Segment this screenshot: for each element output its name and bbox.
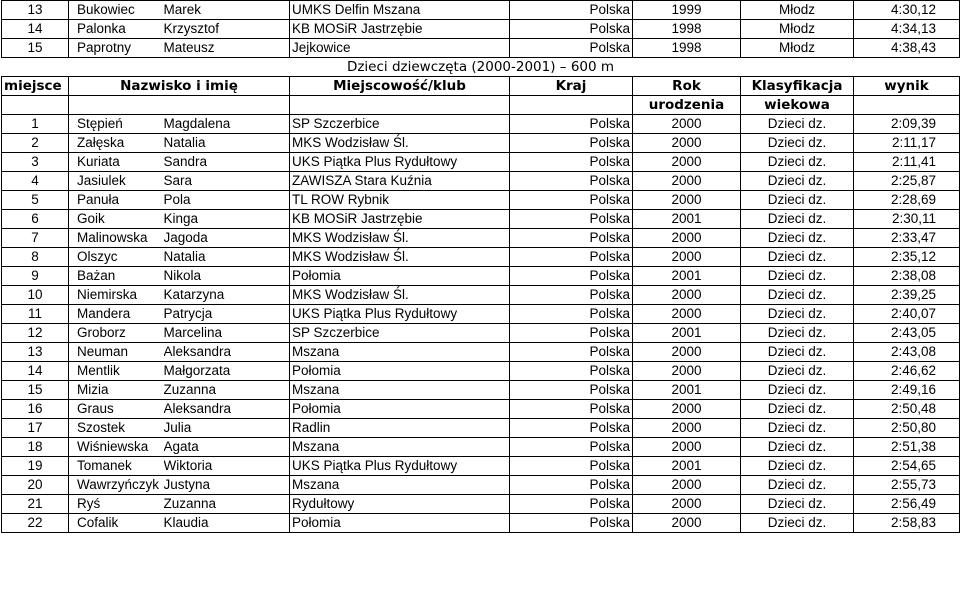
table-row — [2, 381, 960, 400]
place-cell: 14 — [2, 20, 69, 39]
country-cell: Polska — [510, 305, 633, 324]
country-cell: Polska — [510, 286, 633, 305]
category-cell: Dzieci dz. — [741, 457, 854, 476]
club-cell: Mszana — [290, 381, 510, 400]
table-row — [2, 39, 960, 58]
table-row — [2, 20, 960, 39]
first-name-cell: Zuzanna — [164, 381, 290, 400]
first-name-cell: Marek — [164, 1, 290, 20]
category-cell: Młodz — [741, 20, 854, 39]
result-time-cell: 2:51,38 — [854, 438, 960, 457]
last-name-cell: Niemirska — [69, 286, 164, 305]
place-cell: 9 — [2, 267, 69, 286]
result-time-cell: 2:43,08 — [854, 343, 960, 362]
table-row — [2, 324, 960, 343]
result-time-cell: 2:11,17 — [854, 134, 960, 153]
table-row — [2, 172, 960, 191]
category-cell: Dzieci dz. — [741, 172, 854, 191]
category-cell: Dzieci dz. — [741, 419, 854, 438]
results-sheet — [1, 0, 960, 533]
place-cell: 22 — [2, 514, 69, 533]
country-cell: Polska — [510, 210, 633, 229]
table-row — [2, 514, 960, 533]
place-cell: 19 — [2, 457, 69, 476]
header-place: miejsce — [2, 77, 69, 96]
category-cell: Dzieci dz. — [741, 134, 854, 153]
place-cell: 14 — [2, 362, 69, 381]
place-cell: 10 — [2, 286, 69, 305]
category-cell: Dzieci dz. — [741, 381, 854, 400]
club-cell: MKS Wodzisław Śl. — [290, 286, 510, 305]
category-cell: Dzieci dz. — [741, 248, 854, 267]
place-cell: 13 — [2, 343, 69, 362]
table-row — [2, 457, 960, 476]
country-cell: Polska — [510, 457, 633, 476]
table-row — [2, 419, 960, 438]
header-name: Nazwisko i imię — [69, 77, 290, 96]
header-year: Rok — [633, 77, 741, 96]
category-cell: Dzieci dz. — [741, 115, 854, 134]
first-name-cell: Sara — [164, 172, 290, 191]
category-cell: Dzieci dz. — [741, 438, 854, 457]
place-cell: 4 — [2, 172, 69, 191]
birth-year-cell: 2000 — [633, 305, 741, 324]
last-name-cell: Palonka — [69, 20, 164, 39]
first-name-cell: Magdalena — [164, 115, 290, 134]
club-cell: UMKS Delfin Mszana — [290, 1, 510, 20]
birth-year-cell: 2000 — [633, 362, 741, 381]
table-row — [2, 495, 960, 514]
place-cell: 3 — [2, 153, 69, 172]
table-row — [2, 286, 960, 305]
last-name-cell: Wawrzyńczyk — [69, 476, 164, 495]
country-cell: Polska — [510, 134, 633, 153]
first-name-cell: Justyna — [164, 476, 290, 495]
category-cell: Dzieci dz. — [741, 362, 854, 381]
category-cell: Dzieci dz. — [741, 267, 854, 286]
result-time-cell: 2:09,39 — [854, 115, 960, 134]
club-cell: Połomia — [290, 400, 510, 419]
last-name-cell: Panuła — [69, 191, 164, 210]
category-cell: Dzieci dz. — [741, 229, 854, 248]
last-name-cell: Kuriata — [69, 153, 164, 172]
place-cell: 2 — [2, 134, 69, 153]
country-cell: Polska — [510, 229, 633, 248]
table-row — [2, 210, 960, 229]
result-time-cell: 2:28,69 — [854, 191, 960, 210]
place-cell: 15 — [2, 39, 69, 58]
birth-year-cell: 2000 — [633, 115, 741, 134]
first-name-cell: Klaudia — [164, 514, 290, 533]
birth-year-cell: 2000 — [633, 248, 741, 267]
category-cell: Dzieci dz. — [741, 153, 854, 172]
club-cell: UKS Piątka Plus Rydułtowy — [290, 305, 510, 324]
birth-year-cell: 2001 — [633, 267, 741, 286]
table-row — [2, 115, 960, 134]
country-cell: Polska — [510, 381, 633, 400]
club-cell: MKS Wodzisław Śl. — [290, 134, 510, 153]
last-name-cell: Goik — [69, 210, 164, 229]
birth-year-cell: 2000 — [633, 476, 741, 495]
birth-year-cell: 2001 — [633, 457, 741, 476]
header-category: Klasyfikacja — [741, 77, 854, 96]
last-name-cell: Wiśniewska — [69, 438, 164, 457]
birth-year-cell: 2000 — [633, 438, 741, 457]
result-time-cell: 4:30,12 — [854, 1, 960, 20]
category-cell: Młodz — [741, 1, 854, 20]
category-cell: Dzieci dz. — [741, 514, 854, 533]
country-cell: Polska — [510, 495, 633, 514]
country-cell: Polska — [510, 39, 633, 58]
place-cell: 15 — [2, 381, 69, 400]
first-name-cell: Jagoda — [164, 229, 290, 248]
club-cell: KB MOSiR Jastrzębie — [290, 20, 510, 39]
club-cell: Mszana — [290, 343, 510, 362]
last-name-cell: Bukowiec — [69, 1, 164, 20]
country-cell: Polska — [510, 248, 633, 267]
birth-year-cell: 2000 — [633, 153, 741, 172]
last-name-cell: Malinowska — [69, 229, 164, 248]
club-cell: SP Szczerbice — [290, 115, 510, 134]
place-cell: 12 — [2, 324, 69, 343]
result-time-cell: 2:46,62 — [854, 362, 960, 381]
table-row — [2, 343, 960, 362]
place-cell: 16 — [2, 400, 69, 419]
result-time-cell: 2:49,16 — [854, 381, 960, 400]
birth-year-cell: 2000 — [633, 400, 741, 419]
last-name-cell: Paprotny — [69, 39, 164, 58]
first-name-cell: Małgorzata — [164, 362, 290, 381]
last-name-cell: Neuman — [69, 343, 164, 362]
first-name-cell: Nikola — [164, 267, 290, 286]
country-cell: Polska — [510, 343, 633, 362]
last-name-cell: Cofalik — [69, 514, 164, 533]
category-cell: Dzieci dz. — [741, 400, 854, 419]
country-cell: Polska — [510, 324, 633, 343]
result-time-cell: 2:39,25 — [854, 286, 960, 305]
result-time-cell: 2:50,48 — [854, 400, 960, 419]
place-cell: 6 — [2, 210, 69, 229]
last-name-cell: Bażan — [69, 267, 164, 286]
table-row — [2, 134, 960, 153]
last-name-cell: Jasiulek — [69, 172, 164, 191]
first-name-cell: Krzysztof — [164, 20, 290, 39]
result-time-cell: 2:25,87 — [854, 172, 960, 191]
birth-year-cell: 2000 — [633, 286, 741, 305]
club-cell: Rydułtowy — [290, 495, 510, 514]
place-cell: 18 — [2, 438, 69, 457]
country-cell: Polska — [510, 20, 633, 39]
result-time-cell: 2:43,05 — [854, 324, 960, 343]
table-row — [2, 305, 960, 324]
category-cell: Dzieci dz. — [741, 476, 854, 495]
country-cell: Polska — [510, 438, 633, 457]
place-cell: 5 — [2, 191, 69, 210]
category-cell: Młodz — [741, 39, 854, 58]
table-row — [2, 1, 960, 20]
last-name-cell: Mizia — [69, 381, 164, 400]
club-cell: UKS Piątka Plus Rydułtowy — [290, 153, 510, 172]
last-name-cell: Szostek — [69, 419, 164, 438]
place-cell: 17 — [2, 419, 69, 438]
first-name-cell: Sandra — [164, 153, 290, 172]
birth-year-cell: 2000 — [633, 343, 741, 362]
last-name-cell: Groborz — [69, 324, 164, 343]
birth-year-cell: 2000 — [633, 172, 741, 191]
club-cell: MKS Wodzisław Śl. — [290, 229, 510, 248]
last-name-cell: Graus — [69, 400, 164, 419]
place-cell: 7 — [2, 229, 69, 248]
first-name-cell: Wiktoria — [164, 457, 290, 476]
birth-year-cell: 2001 — [633, 324, 741, 343]
section-title: Dzieci dziewczęta (2000-2001) – 600 m — [346, 59, 615, 75]
table-row — [2, 362, 960, 381]
last-name-cell: Załęska — [69, 134, 164, 153]
header-result: wynik — [854, 77, 960, 96]
table-row — [2, 229, 960, 248]
result-time-cell: 2:56,49 — [854, 495, 960, 514]
first-name-cell: Patrycja — [164, 305, 290, 324]
last-name-cell: Ryś — [69, 495, 164, 514]
result-time-cell: 2:40,07 — [854, 305, 960, 324]
country-cell: Polska — [510, 514, 633, 533]
club-cell: ZAWISZA Stara Kuźnia — [290, 172, 510, 191]
club-cell: KB MOSiR Jastrzębie — [290, 210, 510, 229]
last-name-cell: Olszyc — [69, 248, 164, 267]
place-cell: 11 — [2, 305, 69, 324]
first-name-cell: Katarzyna — [164, 286, 290, 305]
club-cell: Połomia — [290, 267, 510, 286]
category-cell: Dzieci dz. — [741, 495, 854, 514]
birth-year-cell: 2000 — [633, 495, 741, 514]
birth-year-cell: 1998 — [633, 20, 741, 39]
birth-year-cell: 2000 — [633, 419, 741, 438]
table-row — [2, 438, 960, 457]
category-cell: Dzieci dz. — [741, 210, 854, 229]
place-cell: 21 — [2, 495, 69, 514]
table-row — [2, 153, 960, 172]
club-cell: SP Szczerbice — [290, 324, 510, 343]
result-time-cell: 2:33,47 — [854, 229, 960, 248]
country-cell: Polska — [510, 476, 633, 495]
last-name-cell: Mentlik — [69, 362, 164, 381]
birth-year-cell: 1999 — [633, 1, 741, 20]
country-cell: Polska — [510, 267, 633, 286]
table-row — [2, 191, 960, 210]
first-name-cell: Pola — [164, 191, 290, 210]
country-cell: Polska — [510, 191, 633, 210]
result-time-cell: 2:11,41 — [854, 153, 960, 172]
category-cell: Dzieci dz. — [741, 324, 854, 343]
table-row — [2, 248, 960, 267]
result-time-cell: 4:38,43 — [854, 39, 960, 58]
country-cell: Polska — [510, 115, 633, 134]
club-cell: Mszana — [290, 438, 510, 457]
table-row — [2, 400, 960, 419]
last-name-cell: Tomanek — [69, 457, 164, 476]
category-cell: Dzieci dz. — [741, 286, 854, 305]
header-year-sub: urodzenia — [633, 96, 741, 115]
first-name-cell: Marcelina — [164, 324, 290, 343]
first-name-cell: Agata — [164, 438, 290, 457]
country-cell: Polska — [510, 362, 633, 381]
birth-year-cell: 2001 — [633, 381, 741, 400]
country-cell: Polska — [510, 400, 633, 419]
club-cell: Jejkowice — [290, 39, 510, 58]
first-name-cell: Kinga — [164, 210, 290, 229]
place-cell: 13 — [2, 1, 69, 20]
first-name-cell: Natalia — [164, 134, 290, 153]
first-name-cell: Zuzanna — [164, 495, 290, 514]
section-header — [2, 58, 960, 115]
birth-year-cell: 2000 — [633, 229, 741, 248]
club-cell: Mszana — [290, 476, 510, 495]
first-name-cell: Natalia — [164, 248, 290, 267]
results-table — [2, 115, 960, 533]
club-cell: MKS Wodzisław Śl. — [290, 248, 510, 267]
first-name-cell: Julia — [164, 419, 290, 438]
place-cell: 1 — [2, 115, 69, 134]
result-time-cell: 2:35,12 — [854, 248, 960, 267]
country-cell: Polska — [510, 153, 633, 172]
birth-year-cell: 2000 — [633, 191, 741, 210]
table-row — [2, 267, 960, 286]
last-name-cell: Mandera — [69, 305, 164, 324]
country-cell: Polska — [510, 1, 633, 20]
first-name-cell: Aleksandra — [164, 343, 290, 362]
birth-year-cell: 2000 — [633, 134, 741, 153]
last-name-cell: Stępień — [69, 115, 164, 134]
category-cell: Dzieci dz. — [741, 191, 854, 210]
birth-year-cell: 1998 — [633, 39, 741, 58]
club-cell: UKS Piątka Plus Rydułtowy — [290, 457, 510, 476]
club-cell: TL ROW Rybnik — [290, 191, 510, 210]
place-cell: 20 — [2, 476, 69, 495]
country-cell: Polska — [510, 172, 633, 191]
result-time-cell: 2:54,65 — [854, 457, 960, 476]
header-club: Miejscowość/klub — [290, 77, 510, 96]
category-cell: Dzieci dz. — [741, 343, 854, 362]
table-row — [2, 476, 960, 495]
result-time-cell: 4:34,13 — [854, 20, 960, 39]
result-time-cell: 2:50,80 — [854, 419, 960, 438]
result-time-cell: 2:38,08 — [854, 267, 960, 286]
result-time-cell: 2:30,11 — [854, 210, 960, 229]
category-cell: Dzieci dz. — [741, 305, 854, 324]
place-cell: 8 — [2, 248, 69, 267]
result-time-cell: 2:58,83 — [854, 514, 960, 533]
birth-year-cell: 2001 — [633, 210, 741, 229]
header-category-sub: wiekowa — [741, 96, 854, 115]
previous-results — [2, 1, 960, 58]
first-name-cell: Mateusz — [164, 39, 290, 58]
header-country: Kraj — [510, 77, 633, 96]
club-cell: Połomia — [290, 514, 510, 533]
birth-year-cell: 2000 — [633, 514, 741, 533]
country-cell: Polska — [510, 419, 633, 438]
first-name-cell: Aleksandra — [164, 400, 290, 419]
result-time-cell: 2:55,73 — [854, 476, 960, 495]
club-cell: Radlin — [290, 419, 510, 438]
club-cell: Połomia — [290, 362, 510, 381]
